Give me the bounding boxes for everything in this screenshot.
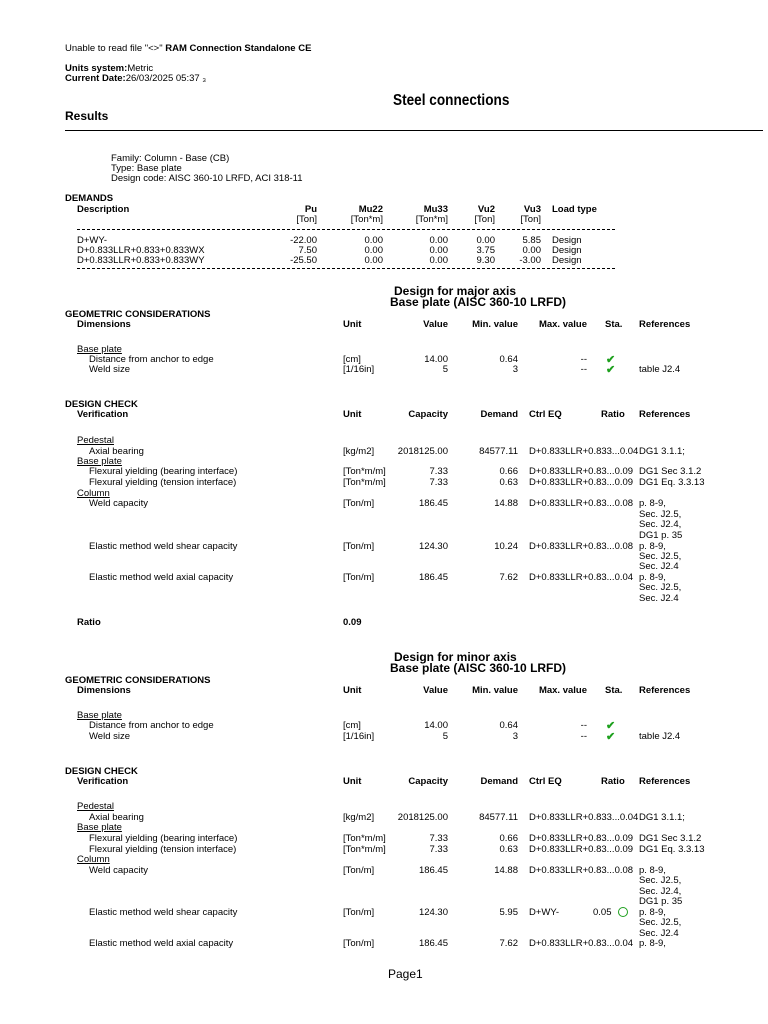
demands-col-pu: Pu bbox=[304, 204, 317, 215]
ratio-value: 0.05 bbox=[593, 907, 612, 918]
demands-col-vu3: Vu3 bbox=[523, 204, 541, 215]
major-geo-title: GEOMETRIC CONSIDERATIONS bbox=[65, 309, 211, 320]
demands-unit-mu33: [Ton*m] bbox=[415, 214, 448, 225]
type-text: Type: Base plate bbox=[111, 163, 182, 174]
file-error-line bbox=[65, 43, 311, 54]
status-circle-icon bbox=[618, 907, 628, 917]
minor-geo-group: Base plate bbox=[77, 710, 122, 721]
check-icon: ✔ bbox=[606, 731, 616, 743]
date-line: Current Date:26/03/2025 05:37 ₃ bbox=[65, 73, 207, 84]
minor-axis-heading: Design for minor axis bbox=[394, 650, 517, 664]
check-icon: ✔ bbox=[606, 720, 616, 732]
units-line: Units system:Metric bbox=[65, 63, 154, 74]
date-value: 26/03/2025 05:37 ₃ bbox=[125, 73, 207, 84]
demands-divider-bottom bbox=[77, 268, 615, 269]
minor-axis-subheading: Base plate (AISC 360-10 LRFD) bbox=[390, 661, 567, 675]
major-geo-group: Base plate bbox=[77, 344, 122, 355]
major-axis-heading: Design for major axis bbox=[394, 284, 517, 298]
file-error-text: Unable to read file "<>" bbox=[65, 43, 163, 54]
major-ratio-value: 0.09 bbox=[343, 617, 362, 628]
page-number: Page1 bbox=[388, 967, 423, 981]
minor-geo-title: GEOMETRIC CONSIDERATIONS bbox=[65, 675, 211, 686]
demands-col-description: Description bbox=[77, 204, 130, 215]
demands-unit-vu3: [Ton] bbox=[520, 214, 541, 225]
minor-check-title: DESIGN CHECK bbox=[65, 766, 138, 777]
family-text: Family: Column - Base (CB) bbox=[111, 153, 230, 164]
header-divider bbox=[65, 130, 763, 131]
results-heading: Results bbox=[65, 109, 109, 123]
demands-col-loadtype: Load type bbox=[552, 204, 597, 215]
demands-unit-mu22: [Ton*m] bbox=[350, 214, 383, 225]
demands-col-mu22: Mu22 bbox=[358, 204, 383, 215]
major-axis-subheading: Base plate (AISC 360-10 LRFD) bbox=[390, 295, 567, 309]
demands-col-mu33: Mu33 bbox=[423, 204, 448, 215]
demands-unit-pu: [Ton] bbox=[296, 214, 317, 225]
major-check-title: DESIGN CHECK bbox=[65, 399, 138, 410]
document-title: Steel connections bbox=[393, 92, 510, 109]
units-value: Metric bbox=[127, 63, 154, 74]
design-code-text: Design code: AISC 360-10 LRFD, ACI 318-11 bbox=[111, 173, 303, 184]
demands-unit-vu2: [Ton] bbox=[474, 214, 495, 225]
check-icon: ✔ bbox=[606, 354, 616, 366]
app-name: RAM Connection Standalone CE bbox=[165, 43, 312, 54]
demands-divider-top bbox=[77, 229, 615, 230]
check-icon: ✔ bbox=[606, 364, 616, 376]
demands-title: DEMANDS bbox=[65, 193, 114, 204]
demands-col-vu2: Vu2 bbox=[477, 204, 495, 215]
major-ratio-label: Ratio bbox=[77, 617, 101, 628]
